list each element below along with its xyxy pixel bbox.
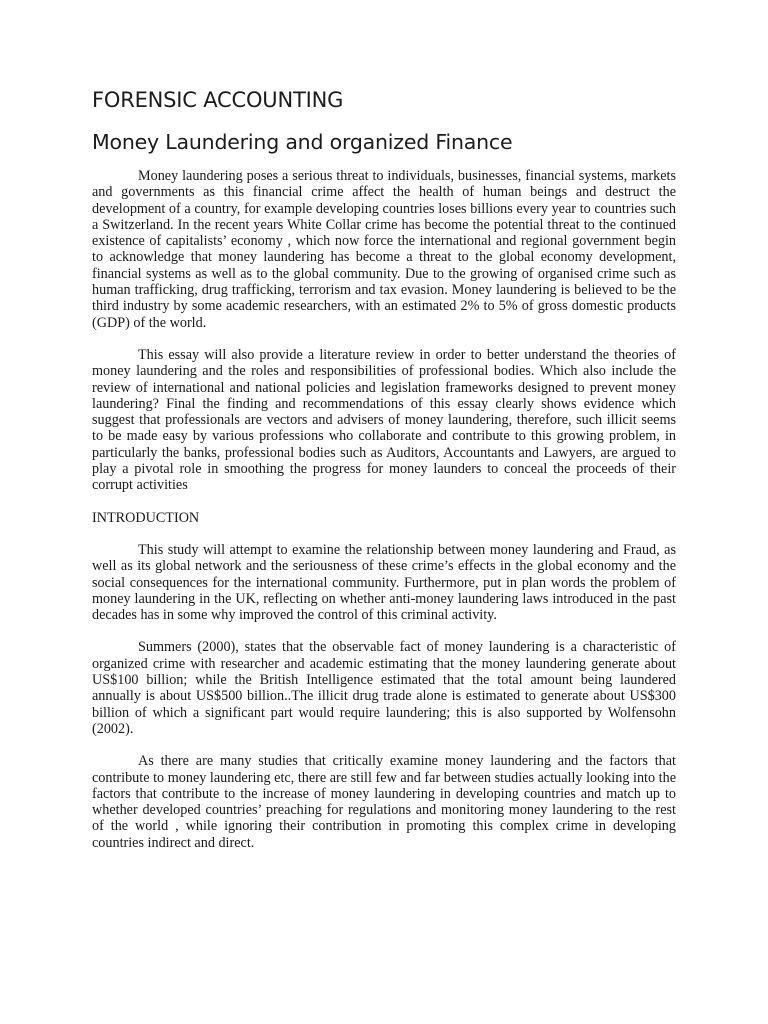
document-page (92, 88, 676, 851)
paragraph-3: This study will attempt to examine the relationship between money laundering and Fraud, as well as its global network and the seriousness of these crime’s effects in the global economy and the social consequences for the international community. Furthermore, put in plan words the problem of money laundering in the UK, reflecting on whether anti-money laundering laws introduced in the past decades has in some why improved the control of this criminal activity. (92, 541, 676, 624)
document-subtitle: Money Laundering and organized Finance (92, 130, 513, 154)
document-title: FORENSIC ACCOUNTING (92, 88, 344, 112)
section-heading-introduction: INTRODUCTION (92, 509, 200, 526)
paragraph-4: Summers (2000), states that the observable fact of money laundering is a characteristic of organized crime with researcher and academic estimating that the money laundering generate about US$100 billion; while the British Intelligence estimated that the total amount being laundered annually is about US$500 billion..The illicit drug trade alone is estimated to generate about US$300 billion of which a significant part would require laundering; this is also supported by Wolfensohn (2002). (92, 639, 676, 737)
paragraph-1: Money laundering poses a serious threat to individuals, businesses, financial systems, markets and governments as this financial crime affect the health of human beings and destruct the development of a country, for example developing countries loses billions every year to countries such a Switzerland. In the recent years White Collar crime has become the potential threat to the continued existence of capitalists’ economy , which now force the international and regional government begin to acknowledge that money laundering has become a threat to the global economy development, financial systems as well as to the global community. Due to the growing of organised crime such as human trafficking, drug trafficking, terrorism and tax evasion. Money laundering is believed to be the third industry by some academic researchers, with an estimated 2% to 5% of gross domestic products (GDP) of the world. (92, 168, 676, 331)
paragraph-2: This essay will also provide a literature review in order to better understand the theories of money laundering and the roles and responsibilities of professional bodies. Which also include the review of international and national policies and legislation frameworks designed to prevent money laundering? Final the finding and recommendations of this essay clearly shows evidence which suggest that professionals are vectors and advisers of money laundering, therefore, such illicit seems to be made easy by various professions who collaborate and contribute to this growing problem, in particularly the banks, professional bodies such as Auditors, Accountants and Lawyers, are argued to play a pivotal role in smoothing the progress for money launders to conceal the proceeds of their corrupt activities (92, 346, 676, 494)
paragraph-5: As there are many studies that critically examine money laundering and the factors that contribute to money laundering etc, there are still few and far between studies actually looking into the factors that contribute to the increase of money laundering in developing countries and match up to whether developed countries’ preaching for regulations and monitoring money laundering to the rest of the world , while ignoring their contribution in promoting this complex crime in developing countries indirect and direct. (92, 753, 676, 851)
